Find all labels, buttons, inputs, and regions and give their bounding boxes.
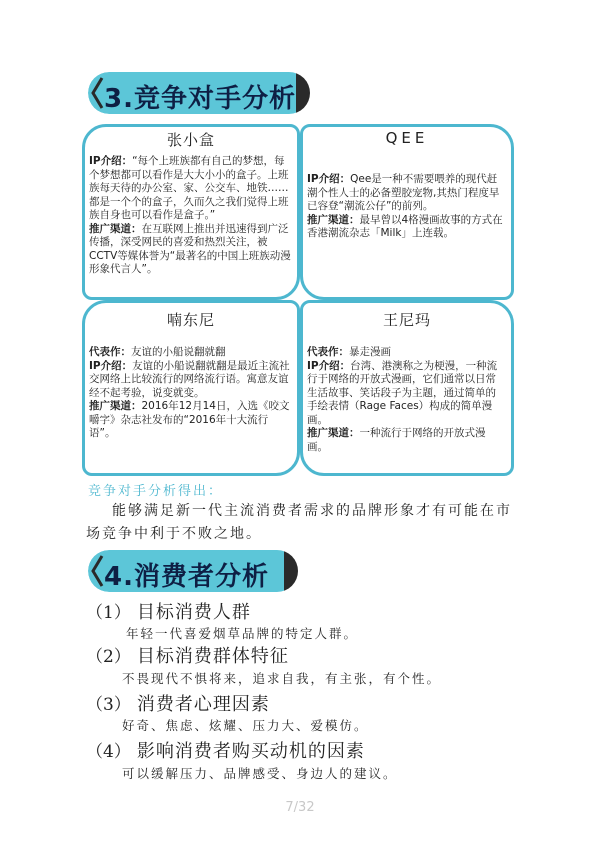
work-label: 代表作： bbox=[89, 346, 131, 358]
item-number: （3） bbox=[86, 695, 131, 715]
section-title: 3.竞争对手分析 bbox=[104, 84, 296, 114]
work-label: 代表作： bbox=[307, 346, 349, 358]
work-text: 友谊的小船说翻就翻 bbox=[131, 346, 226, 358]
ip-label: IP介绍： bbox=[307, 359, 351, 372]
item-number: （1） bbox=[86, 603, 131, 623]
ip-label: IP介绍： bbox=[89, 359, 133, 372]
consumer-item-desc: 可以缓解压力、品牌感受、身边人的建议。 bbox=[122, 766, 398, 781]
competitor-card-wangnima bbox=[300, 300, 514, 476]
promo-label: 推广渠道： bbox=[89, 222, 142, 235]
ip-text: 友谊的小船说翻就翻是最近主流社交网络上比较流行的网络流行语。寓意友谊经不起考验，说变就变。 bbox=[89, 359, 290, 399]
item-title: 目标消费人群 bbox=[136, 602, 251, 623]
item-title: 影响消费者购买动机的因素 bbox=[136, 741, 365, 762]
promo-label: 推广渠道： bbox=[307, 213, 360, 226]
section-banner-consumers bbox=[88, 550, 298, 592]
consumer-item-desc: 不畏现代不惧将来，追求自我，有主张，有个性。 bbox=[122, 671, 442, 686]
banner-chevron-icon bbox=[90, 550, 104, 592]
section-banner-competitors bbox=[88, 72, 310, 114]
card-name: 王尼玛 bbox=[382, 311, 431, 329]
ip-label: IP介绍： bbox=[89, 155, 133, 167]
section-title: 4.消费者分析 bbox=[104, 562, 269, 592]
promo-text: 在互联网上推出并迅速得到广泛传播，深受网民的喜爱和热烈关注，被CCTV等媒体誉为“最著名的中国上班族动漫形象代言人”。 bbox=[89, 222, 291, 275]
consumer-item-heading bbox=[86, 690, 270, 716]
promo-text: 一种流行于网络的开放式漫画。 bbox=[307, 427, 486, 453]
promo-text: 最早曾以4格漫画故事的方式在香港潮流杂志「Milk」上连载。 bbox=[307, 213, 503, 239]
item-title: 目标消费群体特征 bbox=[136, 646, 289, 667]
consumer-item-desc: 好奇、焦虑、炫耀、压力大、爱模仿。 bbox=[122, 718, 369, 733]
consumer-item-heading bbox=[86, 737, 365, 763]
promo-label: 推广渠道： bbox=[307, 427, 360, 439]
banner-chevron-icon bbox=[90, 72, 104, 114]
conclusion-text: 能够满足新一代主流消费者需求的品牌形象才有可能在市场竞争中利于不败之地。 bbox=[86, 503, 512, 542]
page-number: 7/32 bbox=[285, 800, 315, 815]
competitor-card-nandongni bbox=[82, 300, 300, 476]
card-name: 喃东尼 bbox=[166, 311, 215, 329]
item-number: （2） bbox=[86, 647, 131, 667]
item-title: 消费者心理因素 bbox=[136, 694, 270, 715]
work-text: 暴走漫画 bbox=[349, 346, 391, 358]
card-name: QEE bbox=[385, 129, 429, 147]
consumer-item-heading bbox=[86, 642, 289, 668]
promo-label: 推广渠道： bbox=[89, 400, 142, 412]
ip-text: Qee是一种不需要喂养的现代赶潮个性人士的必备塑胶宠物,其热门程度早已容登“潮流公仔”的前列。 bbox=[307, 173, 500, 212]
consumer-item-desc: 年轻一代喜爱烟草品牌的特定人群。 bbox=[126, 626, 359, 641]
card-name: 张小盒 bbox=[166, 131, 215, 149]
competitor-card-qee bbox=[300, 124, 514, 300]
ip-text: “每个上班族都有自己的梦想，每个梦想都可以看作是大大小小的盒子。上班族每天待的办公室、家、公交车、地铁……都是一个个的盒子，久而久之我们觉得上班族自身也可以看作是盒子。” bbox=[89, 155, 289, 221]
competitor-card-zhangxiaohe bbox=[82, 124, 300, 300]
consumer-item-heading bbox=[86, 598, 251, 624]
promo-text: 2016年12月14日，入选《咬文嚼字》杂志社发布的“2016年十大流行语”。 bbox=[89, 400, 290, 439]
ip-label: IP介绍： bbox=[307, 173, 351, 185]
conclusion-label: 竞争对手分析得出： bbox=[88, 484, 224, 499]
ip-text: 台湾、港澳称之为梗漫，一种流行于网络的开放式漫画，它们通常以日常生活故事、笑话段子为主题，通过简单的手绘表情（Rage Faces）构成的简单漫画。 bbox=[307, 359, 498, 426]
item-number: （4） bbox=[86, 742, 131, 762]
